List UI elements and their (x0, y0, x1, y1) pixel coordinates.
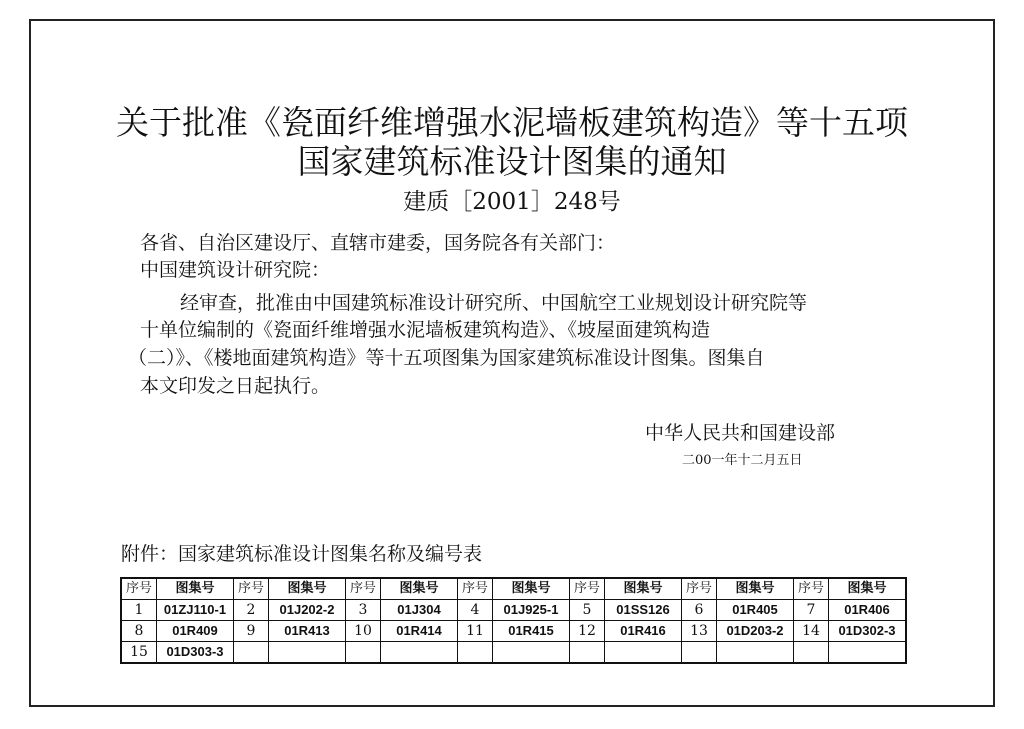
issuing-authority: 中华人民共和国建设部 (645, 422, 836, 444)
table-header-row (121, 578, 906, 600)
atlas-code-table (120, 577, 907, 664)
seq-cell (346, 642, 381, 664)
seq-cell: 6 (682, 600, 717, 621)
code-cell: 01R415 (493, 621, 570, 642)
code-cell (493, 642, 570, 664)
header-seq: 序号 (234, 578, 269, 600)
header-seq: 序号 (121, 578, 157, 600)
code-cell: 01ZJ110-1 (157, 600, 234, 621)
seq-cell (682, 642, 717, 664)
code-cell: 01R406 (829, 600, 907, 621)
paragraph-line-1: 经审查，批准由中国建筑标准设计研究所、中国航空工业规划设计研究院等 (180, 292, 808, 314)
issue-date: 二00一年十二月五日 (682, 453, 803, 468)
paragraph-line-3: （二）》、《楼地面建筑构造》等十五项图集为国家建筑标准设计图集。图集自 (128, 347, 765, 369)
seq-cell: 8 (121, 621, 157, 642)
seq-cell: 15 (121, 642, 157, 664)
header-code: 图集号 (717, 578, 794, 600)
seq-cell: 12 (570, 621, 605, 642)
seq-cell: 3 (346, 600, 381, 621)
seq-cell: 9 (234, 621, 269, 642)
table-row (121, 642, 906, 664)
code-cell: 01J925-1 (493, 600, 570, 621)
code-cell (381, 642, 458, 664)
document-number: 建质［2001］248号 (403, 189, 621, 215)
seq-cell: 11 (458, 621, 493, 642)
seq-cell (794, 642, 829, 664)
header-code: 图集号 (605, 578, 682, 600)
header-code: 图集号 (157, 578, 234, 600)
seq-cell: 4 (458, 600, 493, 621)
title-line-2: 国家建筑标准设计图集的通知 (297, 142, 727, 181)
code-cell: 01D302-3 (829, 621, 907, 642)
header-seq: 序号 (346, 578, 381, 600)
header-code: 图集号 (829, 578, 907, 600)
paragraph-line-4: 本文印发之日起执行。 (140, 375, 331, 397)
title-line-1: 关于批准《瓷面纤维增强水泥墙板建筑构造》等十五项 (116, 103, 908, 142)
seq-cell: 1 (121, 600, 157, 621)
header-seq: 序号 (794, 578, 829, 600)
code-cell (605, 642, 682, 664)
attachment-title: 附件：国家建筑标准设计图集名称及编号表 (121, 543, 483, 565)
paragraph-line-2: 十单位编制的《瓷面纤维增强水泥墙板建筑构造》、《坡屋面建筑构造 (140, 319, 711, 341)
code-cell: 01R414 (381, 621, 458, 642)
seq-cell: 14 (794, 621, 829, 642)
code-cell (829, 642, 907, 664)
header-code: 图集号 (381, 578, 458, 600)
seq-cell: 5 (570, 600, 605, 621)
header-seq: 序号 (570, 578, 605, 600)
header-seq: 序号 (458, 578, 493, 600)
table-row (121, 600, 906, 621)
code-cell: 01J202-2 (269, 600, 346, 621)
seq-cell: 2 (234, 600, 269, 621)
header-code: 图集号 (269, 578, 346, 600)
code-cell: 01R405 (717, 600, 794, 621)
seq-cell: 13 (682, 621, 717, 642)
code-cell: 01D303-3 (157, 642, 234, 664)
code-cell: 01R413 (269, 621, 346, 642)
seq-cell: 10 (346, 621, 381, 642)
header-code: 图集号 (493, 578, 570, 600)
code-cell: 01SS126 (605, 600, 682, 621)
recipient-line-2: 中国建筑设计研究院： (140, 259, 331, 281)
header-seq: 序号 (682, 578, 717, 600)
seq-cell (570, 642, 605, 664)
code-cell: 01D203-2 (717, 621, 794, 642)
seq-cell: 7 (794, 600, 829, 621)
code-cell (269, 642, 346, 664)
code-cell: 01R409 (157, 621, 234, 642)
code-cell: 01R416 (605, 621, 682, 642)
code-cell (717, 642, 794, 664)
seq-cell (458, 642, 493, 664)
table-row (121, 621, 906, 642)
seq-cell (234, 642, 269, 664)
recipient-line-1: 各省、自治区建设厅、直辖市建委，国务院各有关部门： (140, 232, 616, 254)
code-cell: 01J304 (381, 600, 458, 621)
